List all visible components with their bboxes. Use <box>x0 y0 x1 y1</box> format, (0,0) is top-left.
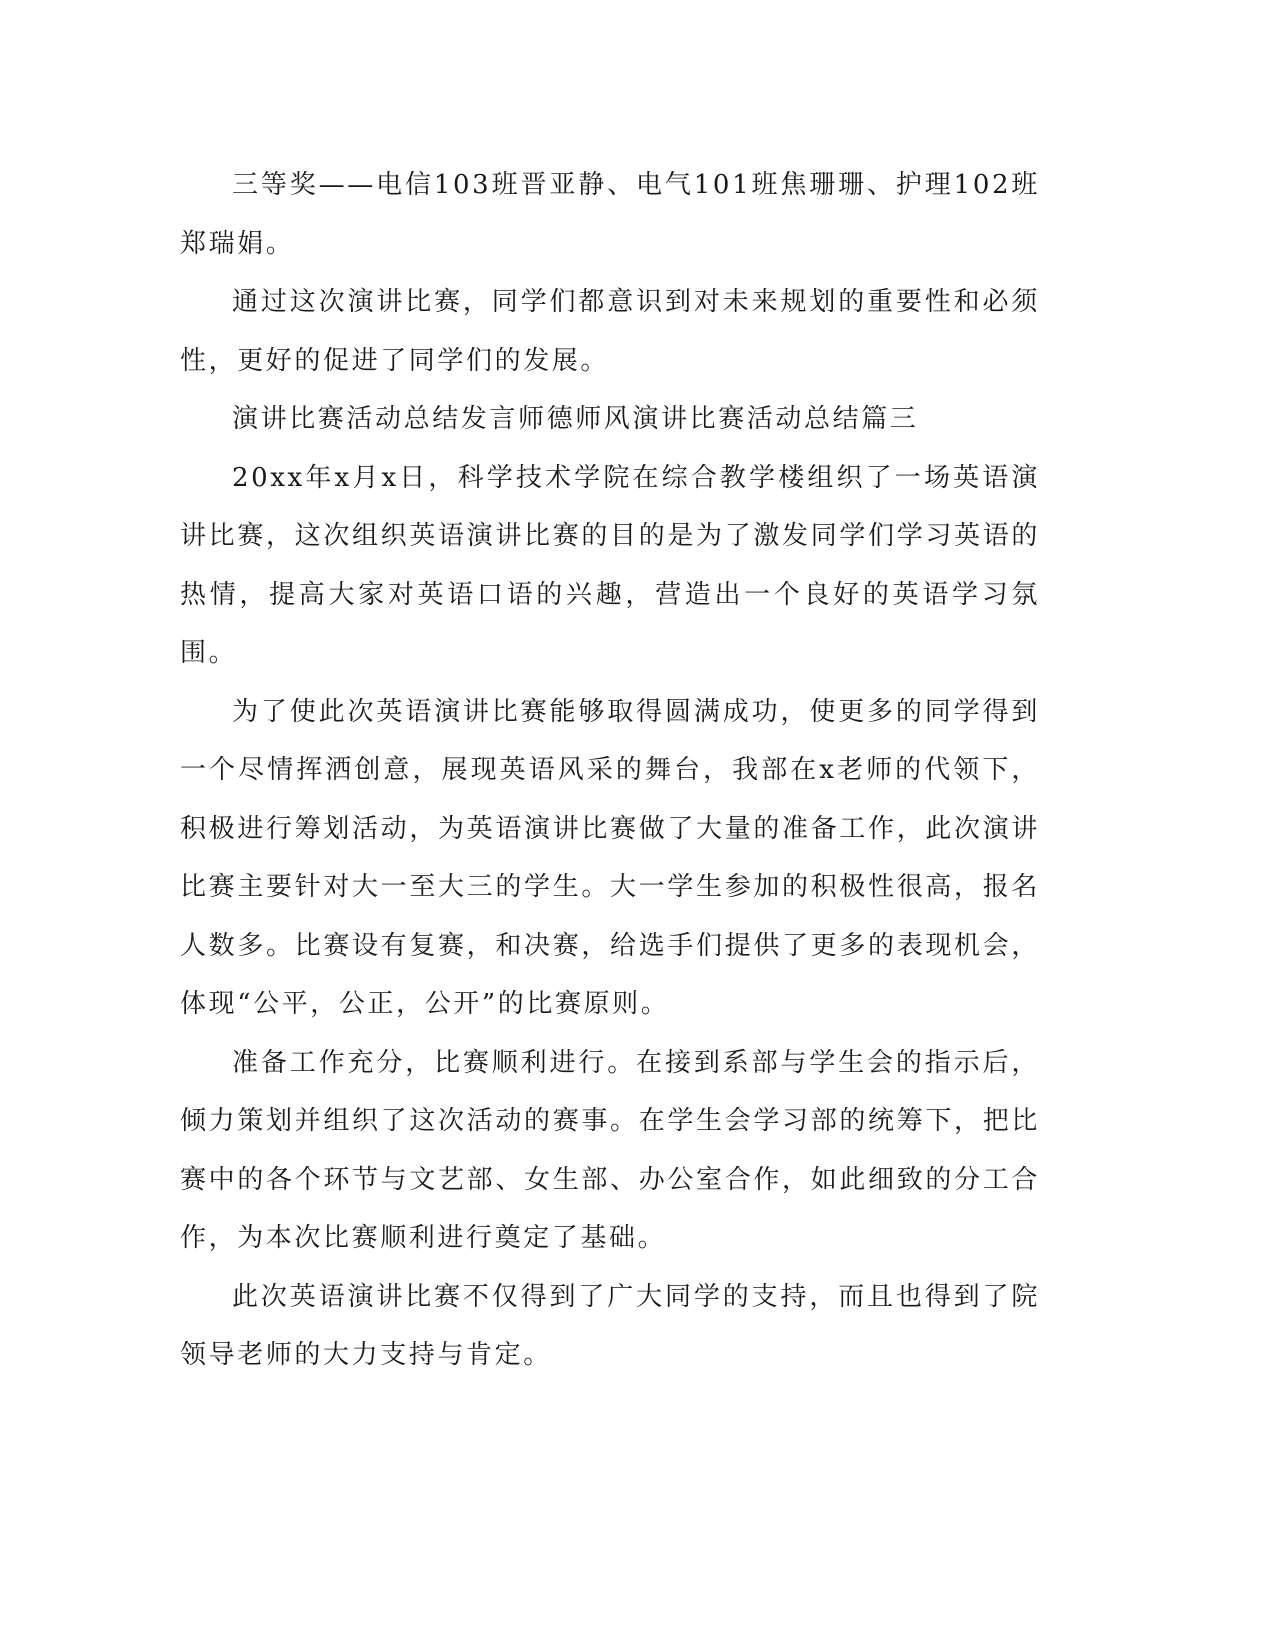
paragraph-third-prize: 三等奖——电信103班晋亚静、电气101班焦珊珊、护理102班郑瑞娟。 <box>180 170 1040 259</box>
paragraph-event-intro: 20xx年x月x日，科学技术学院在综合教学楼组织了一场英语演讲比赛，这次组织英语演讲比赛的目的是为了激发同学们学习英语的热情，提高大家对英语口语的兴趣，营造出一个良好的英语学习氛围。 <box>180 462 1040 668</box>
paragraph-significance: 通过这次演讲比赛，同学们都意识到对未来规划的重要性和必须性，更好的促进了同学们的发展。 <box>180 287 1040 376</box>
paragraph-support: 此次英语演讲比赛不仅得到了广大同学的支持，而且也得到了院领导老师的大力支持与肯定。 <box>180 1281 1040 1370</box>
paragraph-preparation: 为了使此次英语演讲比赛能够取得圆满成功，使更多的同学得到一个尽情挥洒创意，展现英语风采的舞台，我部在x老师的代领下，积极进行筹划活动，为英语演讲比赛做了大量的准备工作，此次演讲比赛主要针对大一至大三的学生。大一学生参加的积极性很高，报名人数多。比赛设有复赛，和决赛，给选手们提供了更多的表现机会，体现“公平，公正，公开”的比赛原则。 <box>180 696 1040 1019</box>
section-heading: 演讲比赛活动总结发言师德师风演讲比赛活动总结篇三 <box>232 404 919 434</box>
paragraph-organization: 准备工作充分，比赛顺利进行。在接到系部与学生会的指示后，倾力策划并组织了这次活动的赛事。在学生会学习部的统筹下，把比赛中的各个环节与文艺部、女生部、办公室合作，如此细致的分工合作，为本次比赛顺利进行奠定了基础。 <box>180 1047 1040 1253</box>
document-body <box>180 156 1040 1385</box>
